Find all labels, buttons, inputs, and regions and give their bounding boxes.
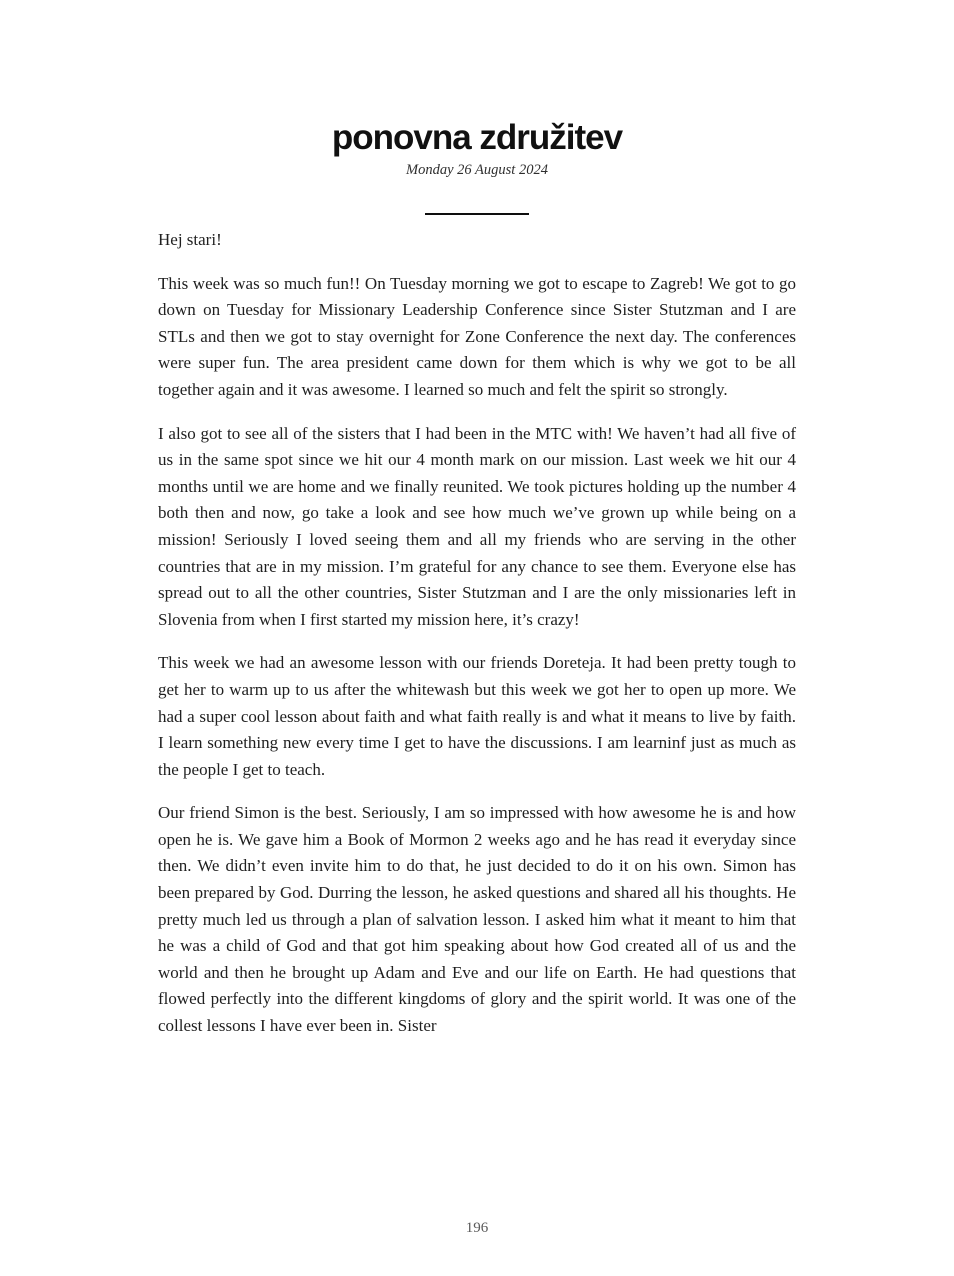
greeting-line: Hej stari! bbox=[158, 230, 222, 249]
page-title: ponovna združitev bbox=[331, 118, 623, 157]
paragraph-mtc-sisters: I also got to see all of the sisters that I had been in the MTC with! We haven’t had all five of us in the same spot since we hit our 4 month mark on our mission. Last week we hit our 4 months until we are home and we finally reunited. We took pictures holding up the number 4 both then and now, go take a look and see how much we’ve grown up while being on a mission! Seriously I loved seeing them and all my friends who are serving in the other countries that are in my mission. I’m grateful for any chance to see them. Everyone else has spread out to all the other countries, Sister Stutzman and I are the only missionaries left in Slovenia from when I first started my mission here, it’s crazy! bbox=[158, 423, 796, 629]
paragraph-simon: Our friend Simon is the best. Seriously, I am so impressed with how awesome he is and how open he is. We gave him a Book of Mormon 2 weeks ago and he has read it everyday since then. We didn’t even invite him to do that, he just decided to do it on his own. Simon has been prepared by God. Durring the lesson, he asked questions and shared all his thoughts. He pretty much led us through a plan of salvation lesson. I asked him what it meant to him that he was a child of God and that got him speaking about how God created all of us and the world and then he brought up Adam and Eve and our life on Earth. He had questions that flowed perfectly into the different kingdoms of glory and the spirit world. It was one of the collest lessons I have ever been in. Sister bbox=[158, 803, 796, 1036]
page-number: 196 bbox=[465, 1220, 489, 1236]
content-column bbox=[158, 0, 796, 1040]
paragraph-doreteja-lesson: This week we had an awesome lesson with our friends Doreteja. It had been pretty tough to get her to warm up to us after the whitewash but this week we got her to open up more. We had a super cool lesson about faith and what faith really is and what it means to live by faith. I learn something new every time I get to have the discussions. I am learninf just as much as the people I get to teach. bbox=[158, 653, 796, 779]
section-divider bbox=[425, 213, 529, 215]
paragraph-week-conferences: This week was so much fun!! On Tuesday morning we got to escape to Zagreb! We got to go down on Tuesday for Missionary Leadership Conference since Sister Stutzman and I are STLs and then we got to stay overnight for Zone Conference the next day. The conferences were super fun. The area president came down for them which is why we got to be all together again and it was awesome. I learned so much and felt the spirit so strongly. bbox=[158, 273, 796, 399]
date-subtitle: Monday 26 August 2024 bbox=[406, 162, 548, 178]
